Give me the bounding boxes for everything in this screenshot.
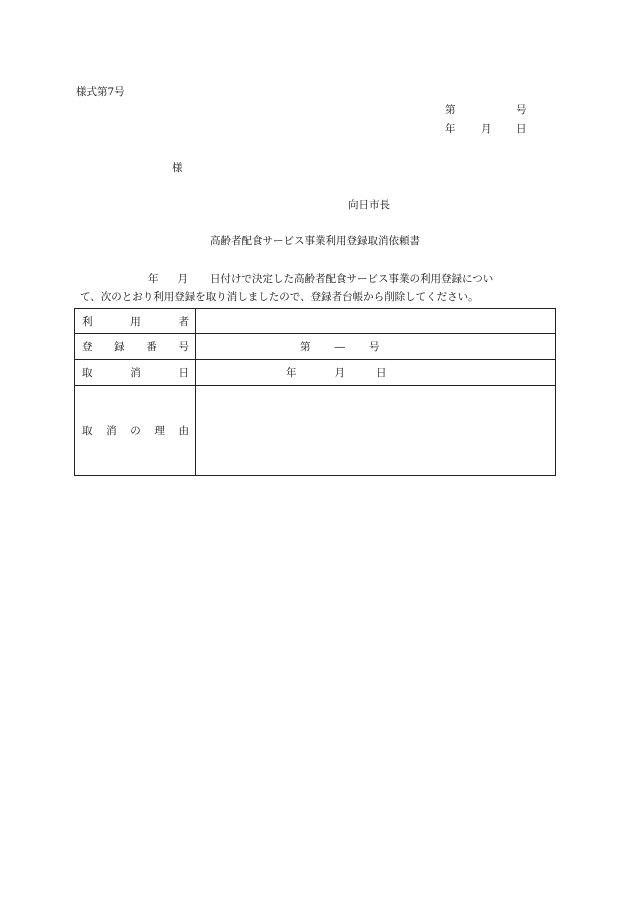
- date-year-label: 年: [445, 123, 456, 135]
- reg-no-suffix: 号: [369, 341, 380, 353]
- label-char: 録: [114, 341, 125, 353]
- label-char: 者: [178, 315, 189, 328]
- body-month-label: 月: [177, 273, 188, 285]
- cancel-day-label: 日: [376, 367, 387, 379]
- registration-number-field[interactable]: [196, 334, 556, 360]
- label-char: 号: [178, 341, 189, 353]
- reg-no-prefix: 第: [300, 341, 311, 353]
- label-char: 登: [82, 341, 93, 353]
- label-user: [75, 309, 196, 334]
- form-number: 様式第7号: [76, 86, 125, 98]
- user-field[interactable]: [196, 309, 556, 334]
- body-line-1: [148, 274, 493, 285]
- label-char: 消: [130, 367, 141, 379]
- label-char: 利: [82, 315, 93, 328]
- body-year-label: 年: [148, 273, 159, 285]
- document-number-prefix: 第: [445, 104, 456, 116]
- table-row-cancel-reason: [75, 386, 556, 476]
- cancel-month-label: 月: [334, 367, 345, 379]
- table-row-cancel-date: [75, 360, 556, 386]
- table-row-registration-number: [75, 334, 556, 360]
- label-char: 取: [82, 425, 93, 437]
- date-day-label: 日: [516, 123, 527, 135]
- reg-no-dash: ―: [334, 340, 345, 353]
- label-char: 番: [146, 341, 157, 353]
- cancel-year-label: 年: [286, 367, 297, 379]
- label-registration-number: [75, 334, 196, 360]
- body-line-1-text: 日付けで決定した高齢者配食サービス事業の利用登録につい: [210, 273, 494, 285]
- body-line-2: て、次のとおり利用登録を取り消しましたので、登録者台帳から削除してください。: [80, 291, 479, 303]
- label-char: 消: [106, 425, 117, 437]
- issuer: 向日市長: [348, 199, 390, 211]
- document-number-suffix: 号: [516, 104, 527, 116]
- cancel-date-field[interactable]: [196, 360, 556, 386]
- label-char: 由: [178, 425, 189, 437]
- label-char: 用: [130, 315, 141, 328]
- registration-table: [74, 308, 556, 476]
- label-cancel-reason: [75, 386, 196, 476]
- label-char: 理: [154, 425, 165, 437]
- label-cancel-date: [75, 360, 196, 386]
- label-char: 日: [178, 367, 189, 379]
- label-char: の: [130, 425, 141, 437]
- table-row-user: [75, 309, 556, 334]
- addressee-honorific: 様: [172, 162, 183, 174]
- document-title: 高齢者配食サービス事業利用登録取消依頼書: [210, 235, 420, 247]
- cancel-reason-field[interactable]: [196, 386, 556, 476]
- date-month-label: 月: [481, 123, 492, 135]
- label-char: 取: [82, 367, 93, 379]
